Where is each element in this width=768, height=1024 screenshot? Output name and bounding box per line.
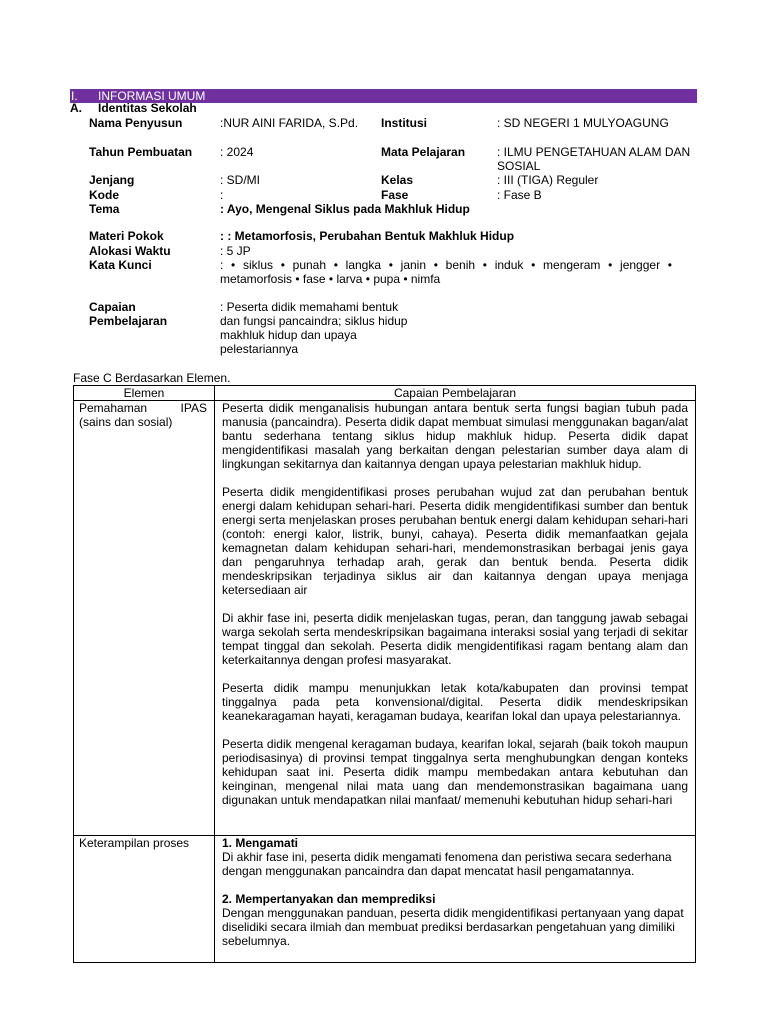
- section-title: INFORMASI UMUM: [98, 89, 206, 103]
- elemen-text-line1: Pemahaman IPAS: [79, 401, 207, 415]
- alokasi-label: Alokasi Waktu: [89, 244, 171, 258]
- capaian-paragraph: Di akhir fase ini, peserta didik menjelaskan tugas, peran, dan tanggung jawab sebagai warga sekolah serta mendeskripsikan bagaimana interaksi sosial yang terjadi di sekitar tempat tinggal dan sekolah. Peserta didik mengidentifikasi ragam bentang alam dan keterkaitannya dengan profesi masyarakat.: [222, 611, 688, 667]
- kata-kunci-label: Kata Kunci: [89, 258, 152, 272]
- jenjang-label: Jenjang: [89, 173, 135, 187]
- table-row: [74, 836, 696, 963]
- fase-value: : Fase B: [497, 188, 542, 202]
- fase-caption: Fase C Berdasarkan Elemen.: [73, 371, 231, 385]
- table-row: [74, 401, 696, 836]
- fase-label: Fase: [381, 188, 409, 202]
- sub-heading-mengamati: 1. Mengamati: [222, 836, 299, 850]
- nama-penyusun-label: Nama Penyusun: [89, 116, 183, 130]
- table-header-row: [74, 386, 696, 401]
- capaian-table: [73, 385, 696, 963]
- subsection-title: Identitas Sekolah: [98, 101, 197, 115]
- capaian-cell: [215, 401, 696, 836]
- kode-label: Kode: [89, 188, 119, 202]
- jenjang-value: : SD/MI: [220, 173, 261, 187]
- kelas-value: : III (TIGA) Reguler: [497, 173, 599, 187]
- section-number: I.: [71, 89, 78, 103]
- materi-value: : : Metamorfosis, Perubahan Bentuk Makhluk Hidup: [220, 229, 515, 243]
- tahun-label: Tahun Pembuatan: [89, 145, 193, 159]
- header-capaian: Capaian Pembelajaran: [215, 386, 696, 401]
- institusi-label: Institusi: [381, 116, 428, 130]
- nama-penyusun-value: :NUR AINI FARIDA, S.Pd.: [220, 116, 359, 130]
- capaian-cell-content: [222, 401, 688, 835]
- header-elemen: Elemen: [74, 386, 215, 401]
- mapel-value: : ILMU PENGETAHUAN ALAM DAN SOSIAL: [497, 145, 691, 173]
- capaian-cell: [215, 836, 696, 963]
- capaian-paragraph: Peserta didik mengenal keragaman budaya, kearifan lokal, sejarah (baik tokoh maupun periodisasinya) di provinsi tempat tinggalnya serta menghubungkan dengan konteks kehidupan saat ini. Peserta didik mampu membedakan antara kebutuhan dan keinginan, mengenal nilai mata uang dan mendemonstrasikan bagaimana uang digunakan untuk mendapatkan nilai manfaat/ memenuhi kebutuhan hidup sehari-hari: [222, 737, 688, 807]
- capaian-paragraph: Peserta didik mampu menunjukkan letak kota/kabupaten dan provinsi tempat tinggalnya pada peta konvensional/digital. Peserta didik mendeskripsikan keanekaragaman hayati, keragaman budaya, kearifan lokal dan upaya pelestariannya.: [222, 681, 688, 723]
- sub-heading-mempertanyakan: 2. Mempertanyakan dan memprediksi: [222, 892, 436, 906]
- capaian-paragraph: Peserta didik mengidentifikasi proses perubahan wujud zat dan perubahan bentuk energi dalam kehidupan sehari-hari. Peserta didik mengidentifikasi sumber dan bentuk energi serta menjelaskan proses perubahan bentuk energi dalam kehidupan sehari-hari (contoh: energi kalor, listrik, bunyi, cahaya). Peserta didik memanfaatkan gejala kemagnetan dalam kehidupan sehari-hari, mendemonstrasikan berbagai jenis gaya dan pengaruhnya terhadap arah, gerak dan bentuk benda. Peserta didik mendeskripsikan terjadinya siklus air dan kaitannya dengan upaya menjaga ketersediaan air: [222, 485, 688, 597]
- subsection-letter: A.: [70, 101, 82, 115]
- capaian-paragraph: Peserta didik menganalisis hubungan antara bentuk serta fungsi bagian tubuh pada manusia (pancaindra). Peserta didik dapat membuat simulasi menggunakan bagan/alat bantu sederhana tentang siklus hidup makhluk hidup. Peserta didik dapat mengidentifikasi masalah yang berkaitan dengan pelestarian sumber daya alam di lingkungan sekitarnya dan kaitannya dengan upaya pelestarian makhluk hidup.: [222, 401, 688, 471]
- tema-value: : Ayo, Mengenal Siklus pada Makhluk Hidup: [220, 202, 470, 216]
- capaian-paragraph: Di akhir fase ini, peserta didik mengamati fenomena dan peristiwa secara sederhana dengan menggunakan pancaindra dan dapat mencatat hasil pengamatannya.: [222, 850, 672, 878]
- elemen-text-line2: (sains dan sosial): [79, 415, 173, 429]
- capaian-label-2: Pembelajaran: [89, 314, 168, 328]
- tahun-value: : 2024: [220, 145, 254, 159]
- alokasi-value: : 5 JP: [220, 244, 251, 258]
- institusi-value: : SD NEGERI 1 MULYOAGUNG: [497, 116, 669, 130]
- elemen-cell: Keterampilan proses: [74, 836, 215, 963]
- mapel-label: Mata Pelajaran: [381, 145, 466, 159]
- kata-kunci-value: : • siklus • punah • langka • janin • benih • induk • mengeram • jengger • metamorfosis • fase • larva • pupa • nimfa: [220, 258, 672, 286]
- kode-value: :: [220, 188, 224, 202]
- materi-label: Materi Pokok: [89, 229, 164, 243]
- elemen-cell: [74, 401, 215, 836]
- tema-label: Tema: [89, 202, 120, 216]
- capaian-label-1: Capaian: [89, 300, 136, 314]
- capaian-paragraph: Dengan menggunakan panduan, peserta didik mengidentifikasi pertanyaan yang dapat diselidiki secara ilmiah dan membuat prediksi berdasarkan pengetahuan yang dimiliki sebelumnya.: [222, 906, 684, 948]
- kelas-label: Kelas: [381, 173, 414, 187]
- capaian-value: : Peserta didik memahami bentuk dan fungsi pancaindra; siklus hidup makhluk hidup dan upaya pelestariannya: [220, 300, 408, 356]
